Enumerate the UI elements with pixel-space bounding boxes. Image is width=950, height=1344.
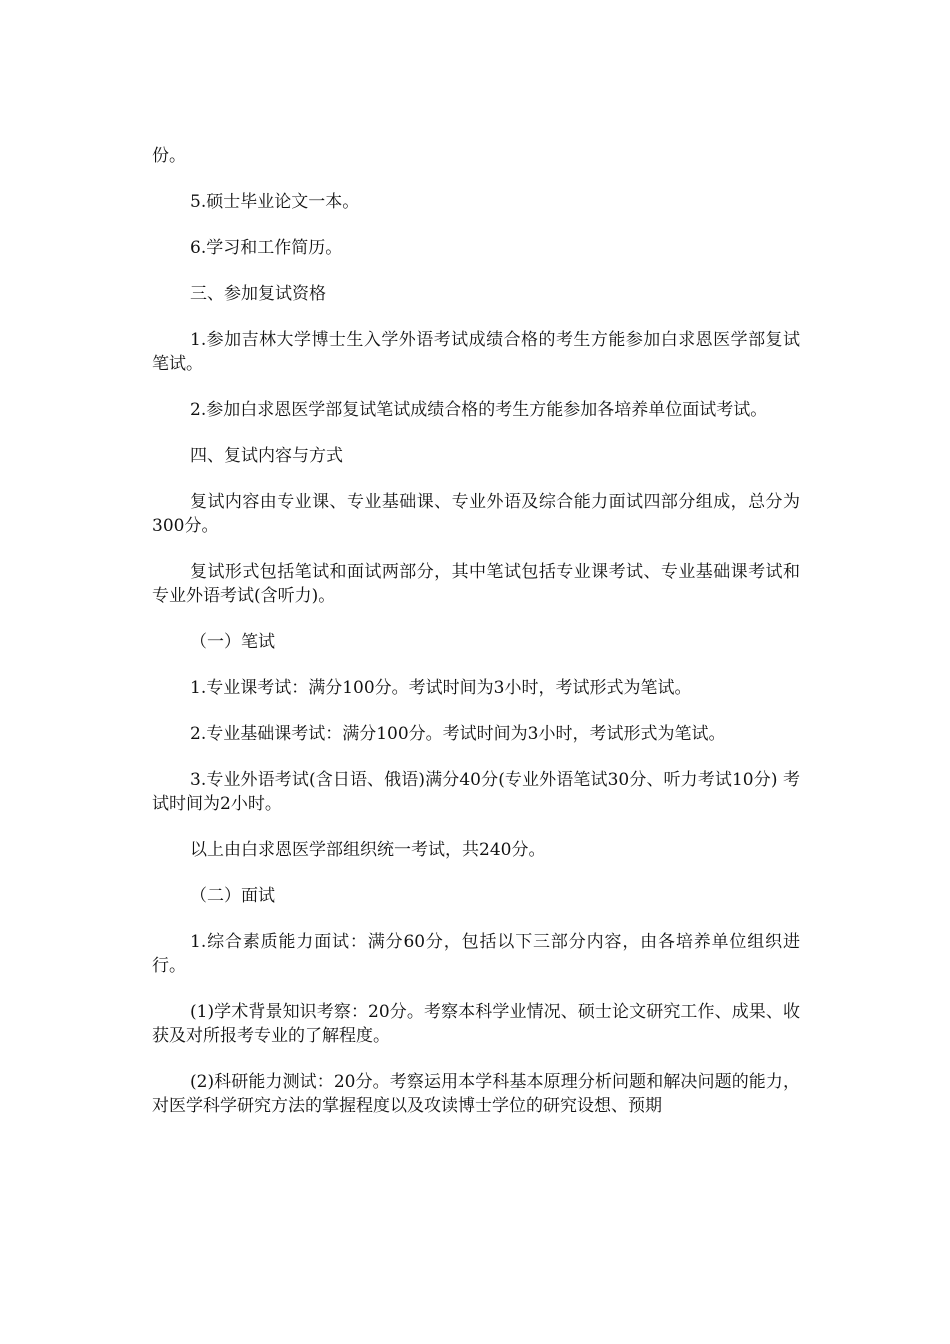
subsection-heading-interview: （二）面试 (190, 886, 275, 906)
paragraph-written-2: 2.专业基础课考试：满分100分。考试时间为3小时，考试形式为笔试。 (190, 724, 726, 744)
paragraph-content-overview: 复试内容由专业课、专业基础课、专业外语及综合能力面试四部分组成，总分为300分。 (152, 492, 800, 536)
paragraph-written-total: 以上由白求恩医学部组织统一考试，共240分。 (190, 840, 546, 860)
document-body (152, 144, 800, 1140)
paragraph-interview-1: 1.综合素质能力面试：满分60分，包括以下三部分内容，由各培养单位组织进行。 (152, 932, 800, 976)
paragraph-eligibility-2: 2.参加白求恩医学部复试笔试成绩合格的考生方能参加各培养单位面试考试。 (190, 400, 768, 420)
paragraph-continuation: 份。 (152, 146, 186, 166)
paragraph-format-overview: 复试形式包括笔试和面试两部分，其中笔试包括专业课考试、专业基础课考试和专业外语考试(含听力)。 (152, 562, 800, 606)
paragraph-item-6: 6.学习和工作简历。 (190, 238, 343, 258)
paragraph-item-5: 5.硕士毕业论文一本。 (190, 192, 360, 212)
paragraph-interview-1a: (1)学术背景知识考察：20分。考察本科学业情况、硕士论文研究工作、成果、收获及对所报考专业的了解程度。 (152, 1002, 800, 1046)
paragraph-written-1: 1.专业课考试：满分100分。考试时间为3小时，考试形式为笔试。 (190, 678, 692, 698)
paragraph-interview-1b: (2)科研能力测试：20分。考察运用本学科基本原理分析问题和解决问题的能力，对医学科学研究方法的掌握程度以及攻读博士学位的研究设想、预期 (152, 1072, 800, 1116)
paragraph-eligibility-1: 1.参加吉林大学博士生入学外语考试成绩合格的考生方能参加白求恩医学部复试笔试。 (152, 330, 800, 374)
section-heading-3: 三、参加复试资格 (190, 284, 326, 304)
subsection-heading-written: （一）笔试 (190, 632, 275, 652)
section-heading-4: 四、复试内容与方式 (190, 446, 343, 466)
paragraph-written-3: 3.专业外语考试(含日语、俄语)满分40分(专业外语笔试30分、听力考试10分) 考试时间为2小时。 (152, 770, 800, 814)
